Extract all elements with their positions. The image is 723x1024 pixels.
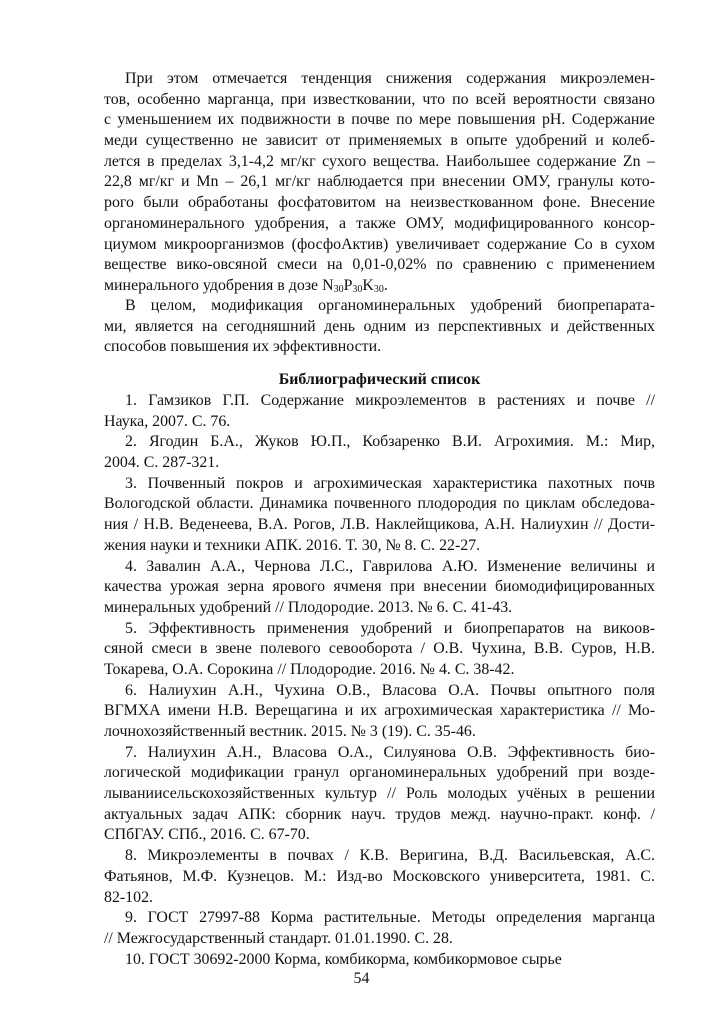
phosphorus-dose: 30: [352, 283, 363, 295]
bibliography-line: СПбГАУ. СПб., 2016. С. 67-70.: [104, 826, 310, 844]
bibliography-line: актуальных задач АПК: сборник науч. трудов межд. научно-практ. конф. /: [104, 805, 655, 823]
bibliography-entry: [104, 391, 655, 432]
paragraph-trace-elements: [104, 69, 655, 297]
text-line: веществе вико-овсяной смеси на 0,01-0,02% по сравнению с применением: [104, 256, 655, 274]
bibliography-line: лываниисельскохозяйственных культур // Роль молодых учёных в решении: [104, 785, 655, 803]
bibliography-line: 5. Эффективность применения удобрений и биопрепаратов на викоов-: [125, 619, 655, 637]
bibliography-line: 10. ГОСТ 30692-2000 Корма, комбикорма, комбикормовое сырье: [125, 950, 562, 968]
bibliography-line: 9. ГОСТ 27997-88 Корма растительные. Методы определения марганца: [125, 909, 655, 927]
bibliography-entry: [104, 743, 655, 846]
paragraph-conclusion: [104, 296, 655, 358]
nitrogen-dose: 30: [333, 283, 344, 295]
formula-end: .: [383, 276, 388, 294]
bibliography-line: 2. Ягодин Б.А., Жуков Ю.П., Кобзаренко В.И. Агрохимия. М.: Мир,: [125, 433, 655, 451]
text-line: способов повышения их эффективности.: [104, 338, 382, 356]
page-number: 54: [353, 970, 370, 987]
bibliography-entry: [104, 908, 655, 949]
text-line: 22,8 мг/кг и Mn – 26,1 мг/кг наблюдается при внесении ОМУ, гранулы кото-: [104, 173, 655, 191]
bibliography-line: лочнохозяйственный вестник. 2015. № 3 (19). С. 35-46.: [104, 723, 476, 740]
bibliography-line: жения науки и техники АПК. 2016. Т. 30, № 8. С. 22-27.: [104, 536, 481, 554]
bibliography-line: 7. Налиухин А.Н., Власова О.А., Силуянова О.В. Эффективность био-: [125, 743, 655, 761]
bibliography-line: 8. Микроэлементы в почвах / К.В. Веригина, В.Д. Васильевская, А.С.: [125, 847, 655, 865]
text-line: рого были обработаны фосфатовитом на неизвесткованном фоне. Внесение: [104, 194, 655, 212]
text-line: с уменьшением их подвижности в почве по мере повышения pH. Содержание: [104, 111, 655, 129]
bibliography-line: 2004. С. 287-321.: [104, 454, 220, 472]
bibliography-entry: [104, 950, 655, 971]
bibliography-line: Вологодской области. Динамика почвенного плодородия по циклам обследова-: [104, 495, 655, 513]
potassium-dose: 30: [373, 283, 384, 295]
bibliography-line: минеральных удобрений // Плодородие. 2013. № 6. С. 41-43.: [104, 598, 513, 616]
bibliography-list: [104, 391, 655, 970]
bibliography-entry: [104, 474, 655, 557]
bibliography-line: Токарева, О.А. Сорокина // Плодородие. 2016. № 4. С. 38-42.: [104, 660, 515, 678]
text-line-formula: [104, 276, 655, 297]
bibliography-line: сяной смеси в звене полевого севооборота / О.В. Чухина, В.В. Суров, Н.В.: [104, 640, 655, 658]
bibliography-line: 6. Налиухин А.Н., Чухина О.В., Власова О.А. Почвы опытного поля: [125, 681, 655, 699]
text-line: тов, особенно марганца, при известковании, что по всей вероятности связано: [104, 90, 655, 108]
bibliography-entry: [104, 432, 655, 473]
bibliography-entry: [104, 846, 655, 908]
bibliography-entry: [104, 681, 655, 743]
text-line: При этом отмечается тенденция снижения содержания микроэлемен-: [125, 70, 655, 87]
bibliography-line: ВГМХА имени Н.В. Верещагина и их агрохимическая характеристика // Мо-: [104, 702, 655, 720]
bibliography-line: // Межгосударственный стандарт. 01.01.1990. С. 28.: [104, 929, 453, 947]
bibliography-line: Наука, 2007. С. 76.: [104, 412, 231, 430]
text-line: органоминерального удобрения, а также ОМУ, модифицированного консор-: [104, 214, 655, 232]
bibliography-entry: [104, 557, 655, 619]
text-line: В целом, модификация органоминеральных удобрений биопрепарата-: [125, 297, 655, 314]
text-line: циумом микроорганизмов (фосфоАктив) увеличивает содержание Со в сухом: [104, 235, 655, 253]
bibliography-line: качества урожая зерна ярового ячменя при внесении биомодифицированных: [104, 578, 655, 596]
bibliography-line: 82-102.: [104, 888, 153, 906]
bibliography-entry: [104, 619, 655, 681]
text-line: ми, является на сегодняшний день одним из перспективных и действенных: [104, 317, 655, 335]
phosphorus-symbol: P: [343, 276, 353, 294]
nitrogen-symbol: N: [322, 276, 334, 294]
bibliography-line: 1. Гамзиков Г.П. Содержание микроэлементов в растениях и почве //: [125, 392, 655, 409]
bibliography-line: 4. Завалин А.А., Чернова Л.С., Гаврилова А.Ю. Изменение величины и: [125, 557, 655, 575]
formula-lead-text: минерального удобрения в дозе: [104, 276, 323, 294]
text-line: лется в пределах 3,1-4,2 мг/кг сухого вещества. Наибольшее содержание Zn –: [104, 152, 655, 170]
bibliography-line: логической модификации гранул органоминеральных удобрений при возде-: [104, 764, 655, 782]
bibliography-line: Фатьянов, М.Ф. Кузнецов. М.: Изд-во Московского университета, 1981. С.: [104, 867, 655, 885]
text-line: меди существенно не зависит от применяемых в опыте удобрений и колеб-: [104, 132, 655, 150]
potassium-symbol: K: [362, 276, 374, 294]
bibliography-line: ния / Н.В. Веденеева, В.А. Рогов, Л.В. Наклейщикова, А.Н. Налиухин // Дости-: [104, 516, 655, 534]
bibliography-heading: Библиографический список: [278, 371, 481, 388]
bibliography-heading-block: [104, 370, 655, 391]
bibliography-line: 3. Почвенный покров и агрохимическая характеристика пахотных почв: [125, 474, 655, 492]
